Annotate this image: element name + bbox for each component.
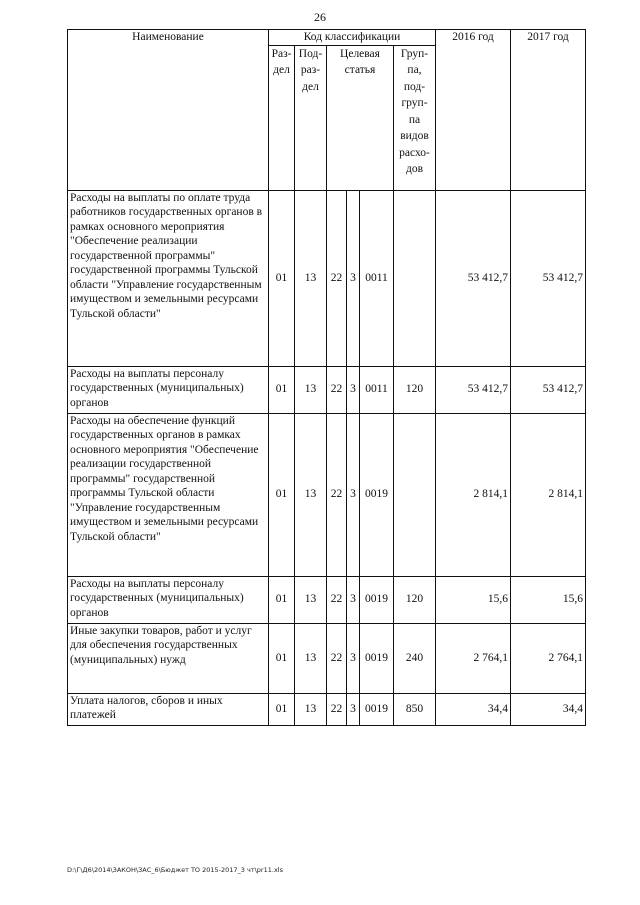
row-section: 01	[269, 576, 295, 623]
row-target-program: 22	[327, 413, 347, 576]
row-target-subprogram: 3	[347, 190, 360, 366]
row-target-subprogram: 3	[347, 576, 360, 623]
header-classification: Код классификации	[269, 30, 436, 46]
row-amount-2017: 2 814,1	[511, 413, 586, 576]
row-target-program: 22	[327, 623, 347, 693]
row-section: 01	[269, 366, 295, 413]
row-target-direction: 0011	[360, 366, 394, 413]
table-row	[68, 693, 586, 725]
row-target-program: 22	[327, 366, 347, 413]
row-expense-group	[394, 190, 436, 366]
row-expense-group: 120	[394, 366, 436, 413]
table-row	[68, 576, 586, 623]
header-subsection: Под- раз- дел	[295, 45, 327, 190]
row-target-direction: 0011	[360, 190, 394, 366]
row-target-direction: 0019	[360, 693, 394, 725]
row-section: 01	[269, 693, 295, 725]
row-target-program: 22	[327, 693, 347, 725]
row-expense-group: 850	[394, 693, 436, 725]
row-target-direction: 0019	[360, 623, 394, 693]
row-name: Расходы на выплаты по оплате труда работников государственных органов в рамках основного мероприятия "Обеспечение реализации государственной программы" государственной программы Тульской области "Управление государственным имуществом и земельными ресурсами Тульской области"	[68, 190, 269, 366]
row-expense-group: 120	[394, 576, 436, 623]
row-name: Иные закупки товаров, работ и услуг для обеспечения государственных (муниципальных) нужд	[68, 623, 269, 693]
header-name: Наименование	[68, 30, 269, 191]
page-number: 26	[314, 10, 326, 24]
table-row	[68, 623, 586, 693]
row-amount-2017: 53 412,7	[511, 190, 586, 366]
row-target-subprogram: 3	[347, 623, 360, 693]
header-section: Раз- дел	[269, 45, 295, 190]
header-year-2016: 2016 год	[436, 30, 511, 191]
row-amount-2016: 53 412,7	[436, 190, 511, 366]
row-section: 01	[269, 190, 295, 366]
row-amount-2017: 34,4	[511, 693, 586, 725]
row-amount-2017: 2 764,1	[511, 623, 586, 693]
row-amount-2017: 53 412,7	[511, 366, 586, 413]
row-section: 01	[269, 413, 295, 576]
row-target-program: 22	[327, 190, 347, 366]
row-name: Расходы на выплаты персоналу государственных (муниципальных) органов	[68, 576, 269, 623]
header-target-article: Целевая статья	[327, 45, 394, 190]
row-target-subprogram: 3	[347, 413, 360, 576]
row-target-subprogram: 3	[347, 366, 360, 413]
row-subsection: 13	[295, 693, 327, 725]
row-subsection: 13	[295, 623, 327, 693]
row-amount-2017: 15,6	[511, 576, 586, 623]
row-subsection: 13	[295, 413, 327, 576]
table-row	[68, 413, 586, 576]
row-subsection: 13	[295, 190, 327, 366]
table-row	[68, 190, 586, 366]
table-row	[68, 366, 586, 413]
row-target-program: 22	[327, 576, 347, 623]
row-subsection: 13	[295, 576, 327, 623]
footer-file-path: D:\Г\Д6\2014\ЗАКОН\ЗАС_6\Бюджет ТО 2015-2017_3 чт\pr11.xls	[67, 866, 283, 874]
row-amount-2016: 15,6	[436, 576, 511, 623]
row-amount-2016: 2 814,1	[436, 413, 511, 576]
row-amount-2016: 53 412,7	[436, 366, 511, 413]
header-expense-group: Груп- па, под- груп- па видов расхо- дов	[394, 45, 436, 190]
row-name: Расходы на выплаты персоналу государственных (муниципальных) органов	[68, 366, 269, 413]
row-expense-group: 240	[394, 623, 436, 693]
row-amount-2016: 2 764,1	[436, 623, 511, 693]
row-section: 01	[269, 623, 295, 693]
row-target-direction: 0019	[360, 413, 394, 576]
row-target-subprogram: 3	[347, 693, 360, 725]
budget-table	[67, 29, 586, 726]
row-subsection: 13	[295, 366, 327, 413]
row-name: Расходы на обеспечение функций государственных органов в рамках основного мероприятия "Обеспечение реализации государственной программы" государственной программы Тульской области "Управление государственным имуществом и земельными ресурсами Тульской области"	[68, 413, 269, 576]
row-amount-2016: 34,4	[436, 693, 511, 725]
row-target-direction: 0019	[360, 576, 394, 623]
header-year-2017: 2017 год	[511, 30, 586, 191]
row-expense-group	[394, 413, 436, 576]
row-name: Уплата налогов, сборов и иных платежей	[68, 693, 269, 725]
